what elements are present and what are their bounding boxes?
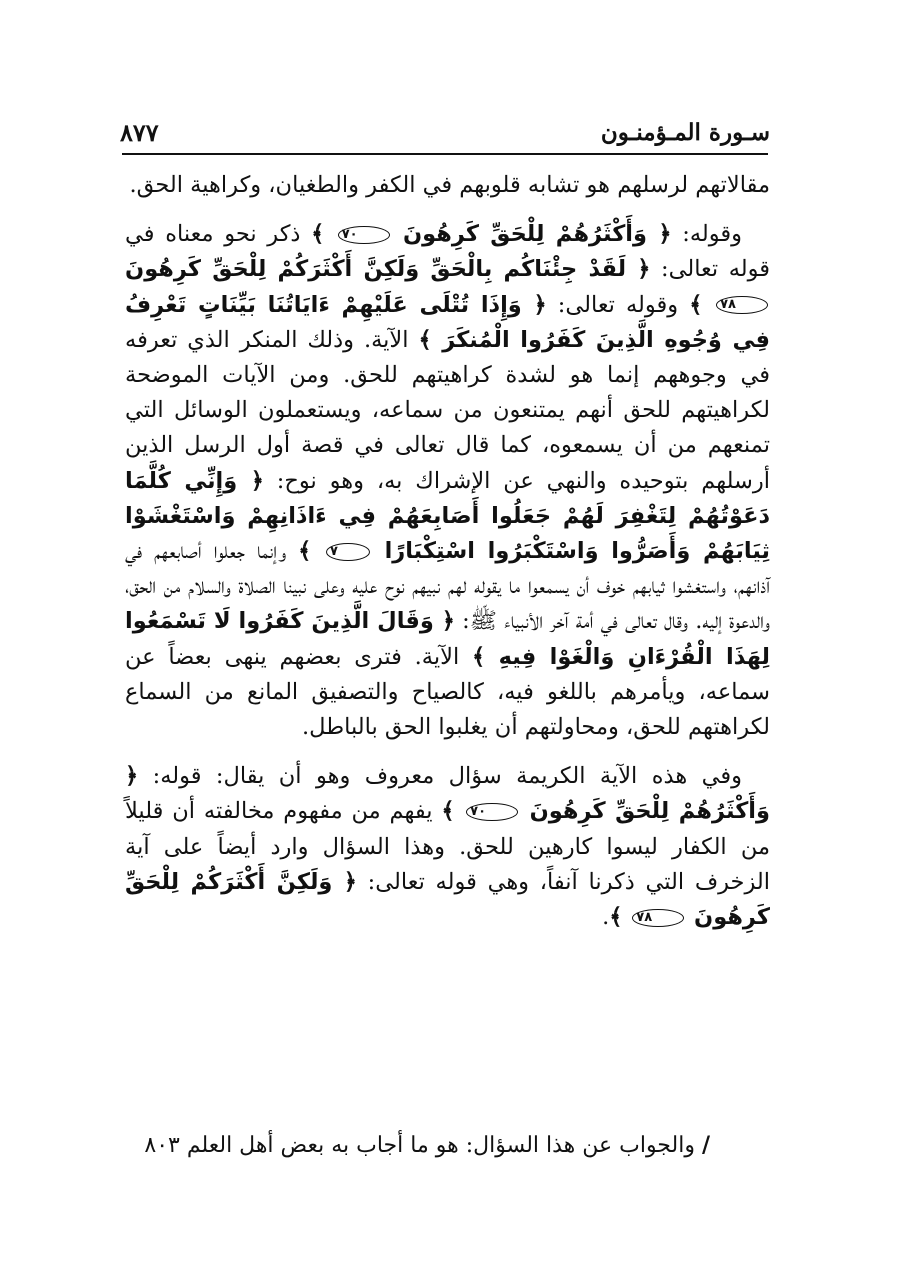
quran-quote: ﴿ وَإِذَا تُتْلَى عَلَيْهِمْ ءَايَاتُنَا بَيِّنَاتٍ تَعْرِفُ فِي وُجُوهِ الَّذِينَ كَفَرُوا الْمُنكَرَ ﴾ [125, 291, 770, 353]
quran-text: ﴿ وَإِنِّي كُلَّمَا دَعَوْتُهُمْ لِتَغْفِرَ لَهُمْ جَعَلُوا أَصَابِعَهُمْ فِي ءَاذَانِهِمْ وَاسْتَغْشَوْا ثِيَابَهُمْ وَأَصَرُّوا وَاسْتَكْبَرُوا اسْتِكْبَارًا [125, 467, 770, 565]
ayah-number-marker: ٧ [326, 543, 370, 561]
paragraph-text: وفي هذه الآية الكريمة سؤال معروف وهو أن يقال: قوله: [138, 763, 742, 790]
paragraph-text: وإنما جعلوا أصابعهم في آذانهم، واستغشوا ثيابهم خوف أن يسمعوا ما يقوله لهم نبيهم نوح عليه وعلى نبينا الصلاة والسلام من الحق، والدعوة إليه. وقال تعالى في أمة آخر الأنبياء ﷺ: [125, 538, 770, 635]
paragraph-text: مقالاتهم لرسلهم هو تشابه قلوبهم في الكفر والطغيان، وكراهية الحق. [129, 172, 770, 198]
paragraph-text: الآية. وذلك المنكر الذي تعرفه في وجوههم إنما هو لشدة كراهيتهم للحق. ومن الآيات الموضحة لكراهيتهم للحق أنهم يمتنعون من سماعه، ويستعملون الوسائل التي تمنعهم من أن يسمعوه، كما قال تعالى في قصة أول الرسل الذين أرسلهم بتوحيده والنهي عن الإشراك به، وهو نوح: [125, 326, 770, 494]
paragraph-text: يفهم من مفهوم مخالفته أن قليلاً من الكفار ليسوا كارهين للحق. وهذا السؤال وارد أيضاً على آية الزخرف التي ذكرنا آنفاً، وهي قوله تعالى: [125, 798, 770, 895]
ayah-number-marker: ٧٠ [466, 803, 518, 821]
surah-title: سـورة المـؤمنـون [600, 118, 770, 146]
quote-close: ﴾ [689, 291, 715, 318]
paragraph-text: ذكر نحو معناه في قوله تعالى: [125, 221, 770, 283]
page-number: ٨٧٧ [120, 117, 159, 147]
paragraph-text: وقوله: [671, 221, 742, 248]
header-divider [122, 153, 768, 155]
quote-close: ﴾ [311, 221, 336, 248]
quran-text: ﴿ وَأَكْثَرُهُمْ لِلْحَقِّ كَرِهُونَ [391, 221, 672, 248]
ayah-number-marker: ٧٨ [632, 909, 684, 927]
quran-quote: ﴿ وَقَالَ الَّذِينَ كَفَرُوا لَا تَسْمَعُوا لِهَذَا الْقُرْءَانِ وَالْغَوْا فِيهِ ﴾ [125, 608, 771, 670]
paragraph-3 [125, 759, 770, 935]
quote-close: ﴾ [609, 904, 631, 931]
quran-text: ﴿ لَقَدْ جِئْنَاكُم بِالْحَقِّ وَلَكِنَّ أَكْثَرَكُمْ لِلْحَقِّ كَرِهُونَ [125, 256, 651, 283]
quote-close: ﴾ [441, 798, 465, 825]
ayah-number-marker: ٧٠ [338, 226, 390, 244]
ayah-number-marker: ٧٨ [716, 296, 768, 314]
quran-text: ﴿ وَلَكِنَّ أَكْثَرَكُمْ لِلْحَقِّ كَرِهُونَ [125, 868, 770, 931]
paragraph-text: . [602, 904, 610, 931]
footer-text: والجواب عن هذا السؤال: هو ما أجاب به بعض أهل العلم [179, 1133, 702, 1158]
page-header [120, 112, 770, 152]
quote-close: ﴾ [298, 538, 324, 565]
footer-page-ref: ٨٠٣ [144, 1133, 180, 1158]
quran-text: ﴿ وَأَكْثَرُهُمْ لِلْحَقِّ كَرِهُونَ [125, 763, 770, 825]
page-body [125, 168, 770, 949]
paragraph-2 [125, 217, 770, 745]
continuation-slash: / [701, 1132, 710, 1158]
page-footer [75, 1128, 710, 1163]
quran-quote [311, 221, 671, 247]
paragraph-text: وقوله تعالى: [546, 291, 690, 318]
paragraph-1 [125, 168, 770, 203]
paragraph-text: الآية. فترى بعضهم ينهى بعضاً عن سماعه، ويأمرهم باللغو فيه، كالصياح والتصفيق المانع من السماع لكراهتهم للحق، ومحاولتهم أن يغلبوا الحق بالباطل. [125, 643, 770, 741]
